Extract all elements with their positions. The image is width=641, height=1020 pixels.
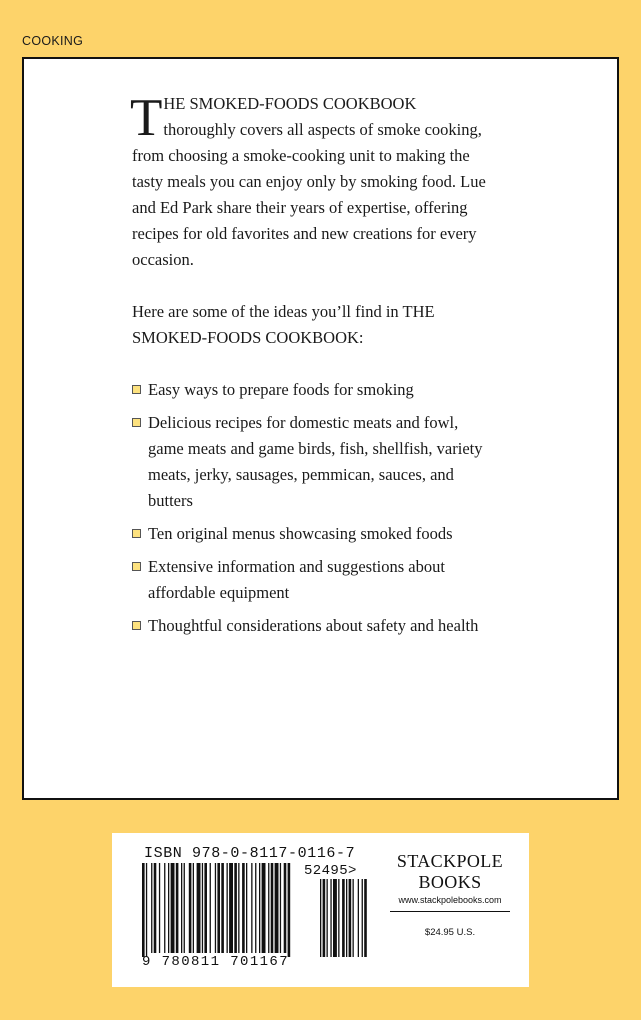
barcode-bar: [197, 863, 201, 953]
barcode-bar: [164, 863, 165, 953]
price-code: 52495>: [304, 863, 357, 879]
barcode-bar: [275, 863, 279, 953]
square-bullet-icon: [132, 529, 141, 538]
barcode-bar: [221, 863, 224, 953]
feature-list: [132, 377, 492, 639]
addon-bar: [349, 879, 352, 957]
addon-bar: [353, 879, 354, 957]
addon-bar: [342, 879, 345, 957]
publisher-name-line2: BOOKS: [418, 872, 482, 892]
drop-cap: T: [130, 89, 163, 147]
barcode-bar: [189, 863, 192, 953]
barcode-bar: [259, 863, 260, 953]
addon-bar: [323, 879, 326, 957]
barcode-bar: [251, 863, 252, 953]
barcode-bar: [268, 863, 269, 953]
list-item: Extensive information and suggestions about affordable equipment: [132, 554, 492, 606]
square-bullet-icon: [132, 562, 141, 571]
barcode-bar: [234, 863, 237, 953]
addon-bar: [364, 879, 367, 957]
list-item: Ten original menus showcasing smoked foods: [132, 521, 492, 547]
barcode-bar: [246, 863, 247, 953]
barcode-bar: [181, 863, 182, 953]
barcode-bar: [262, 863, 266, 953]
isbn-text: ISBN 978-0-8117-0116-7: [144, 845, 356, 862]
square-bullet-icon: [132, 621, 141, 630]
barcode-bar: [151, 863, 152, 953]
barcode-bar: [142, 863, 145, 957]
barcode-bar: [255, 863, 256, 953]
intro-text: HE SMOKED-FOODS COOKBOOK thoroughly covers all aspects of smoke cooking, from choosing a smoke-cooking unit to making the tasty meals you can enjoy only by smoking food. Lue and Ed Park share their years of expertise, offering recipes for old favorites and new creations for every occasion.: [132, 94, 486, 269]
addon-bar: [330, 879, 331, 957]
barcode-bar: [217, 863, 220, 953]
barcode-bar: [242, 863, 245, 953]
barcode-bar: [288, 863, 291, 957]
barcode-bar: [202, 863, 203, 953]
barcode-bar: [284, 863, 287, 953]
barcode-bar: [168, 863, 169, 953]
barcode-bar: [154, 863, 157, 953]
barcode-bar: [271, 863, 274, 953]
barcode-bar: [171, 863, 175, 953]
square-bullet-icon: [132, 385, 141, 394]
barcode-bar: [280, 863, 281, 953]
barcode-bar: [146, 863, 147, 957]
barcode-box: [112, 833, 529, 987]
category-label: COOKING: [22, 34, 84, 48]
addon-bar: [333, 879, 337, 957]
intro-paragraph: [132, 91, 492, 273]
barcode-bar: [210, 863, 211, 953]
barcode-bar: [215, 863, 216, 953]
barcode-bar: [229, 863, 233, 953]
divider: [390, 911, 510, 912]
barcode-bar: [184, 863, 185, 953]
barcode-bar: [176, 863, 179, 953]
list-item: Thoughtful considerations about safety and health: [132, 613, 492, 639]
addon-bar: [362, 879, 363, 957]
price: $24.95 U.S.: [424, 927, 476, 938]
list-item: Delicious recipes for domestic meats and fowl, game meats and game birds, fish, shellfish, variety meats, jerky, sausages, pemmican, sauces, and butters: [132, 410, 492, 514]
description-text: [132, 91, 492, 646]
publisher-website: www.stackpolebooks.com: [398, 895, 502, 905]
publisher-logo: [380, 851, 520, 893]
barcode-bar: [159, 863, 160, 953]
addon-bar: [346, 879, 347, 957]
barcode-bar: [238, 863, 239, 953]
addon-bar: [338, 879, 339, 957]
addon-bar: [358, 879, 359, 957]
ean-digits: 9 780811 701167: [142, 954, 290, 970]
addon-bar: [327, 879, 328, 957]
publisher-name-line1: STACKPOLE: [396, 851, 504, 871]
barcode-bar: [204, 863, 207, 953]
barcode-bar: [227, 863, 228, 953]
square-bullet-icon: [132, 418, 141, 427]
ideas-intro: Here are some of the ideas you’ll find in THE SMOKED-FOODS COOKBOOK:: [132, 302, 435, 347]
barcode-bar: [193, 863, 194, 953]
list-item: Easy ways to prepare foods for smoking: [132, 377, 492, 403]
addon-bar: [320, 879, 321, 957]
